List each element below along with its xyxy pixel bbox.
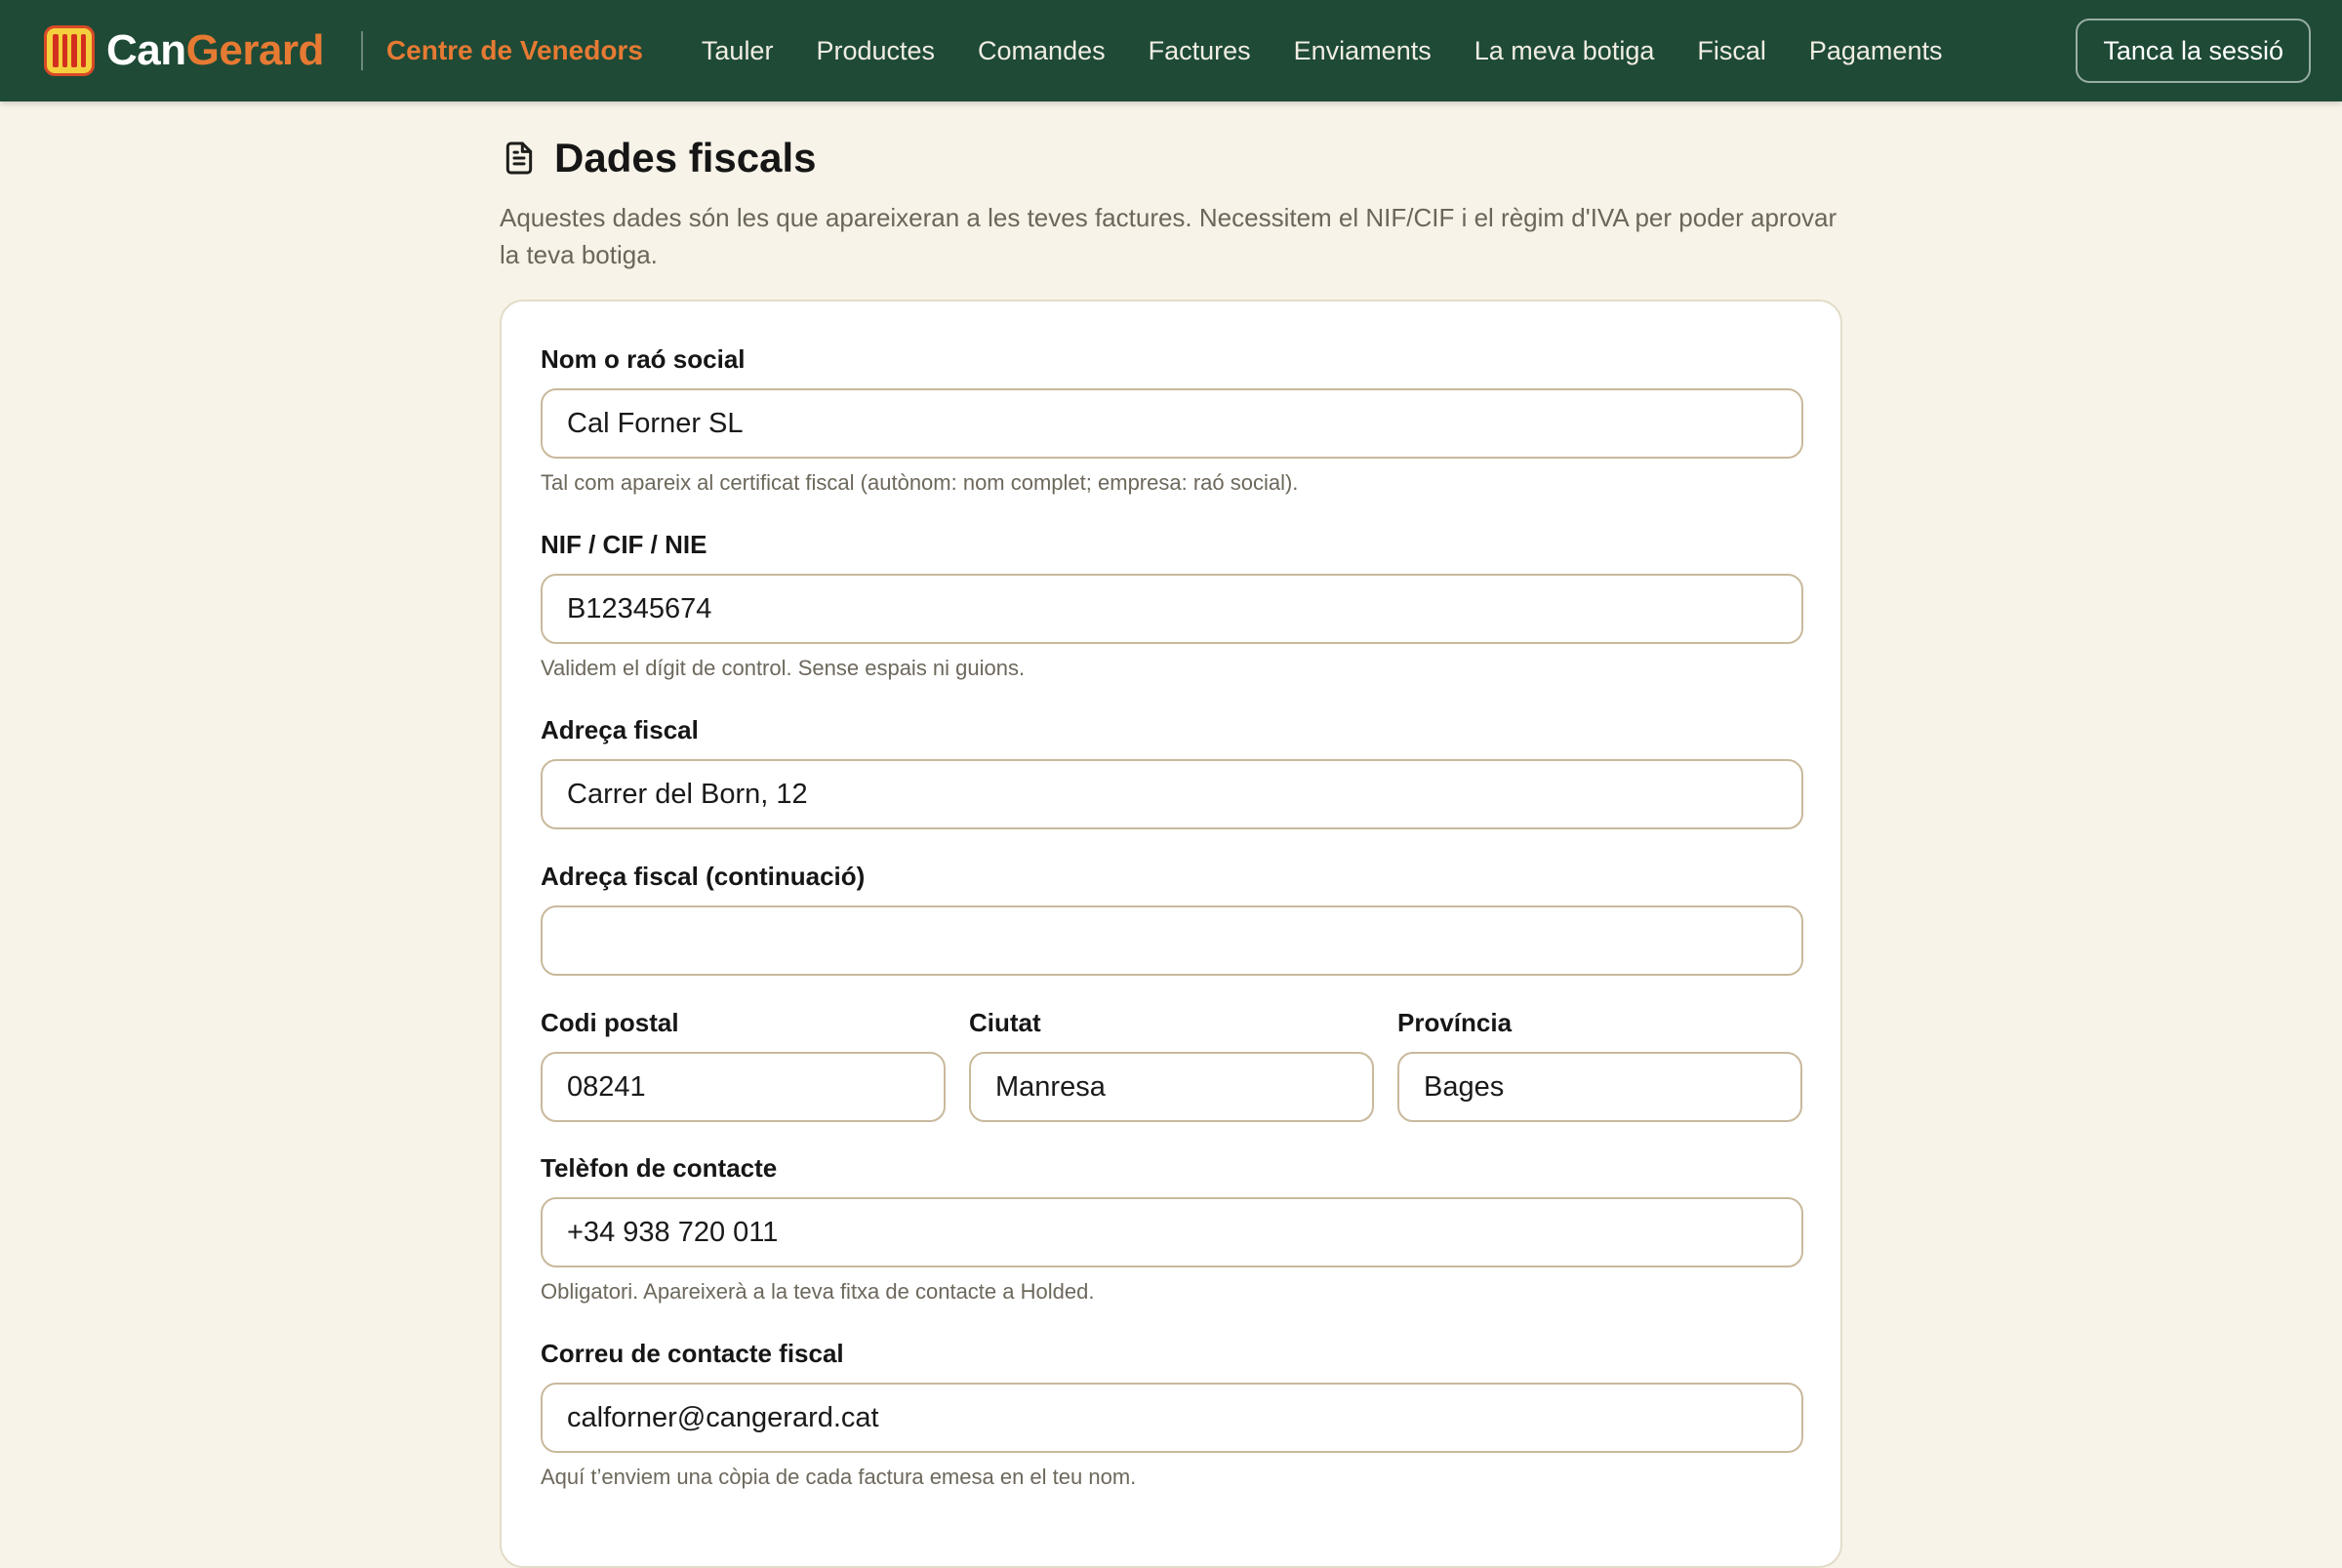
postal-code-label: Codi postal: [541, 1008, 679, 1037]
brand[interactable]: [44, 25, 643, 76]
field-group-location: [541, 1008, 1802, 1122]
page-header: [500, 135, 1846, 273]
nav-item-la-meva-botiga[interactable]: La meva botiga: [1474, 35, 1655, 65]
field-email: [541, 1339, 1803, 1490]
nif-help-text: Validem el dígit de control. Sense espais ni guions.: [541, 656, 1026, 680]
name-help-text: Tal com apareix al certificat fiscal (autònom: nom complet; empresa: raó social).: [541, 470, 1299, 495]
name-input[interactable]: [541, 388, 1803, 459]
fiscal-data-form-card: [500, 300, 1842, 1568]
field-address-continuation: [541, 862, 1803, 976]
email-input[interactable]: [541, 1383, 1803, 1453]
brand-divider: [361, 31, 363, 70]
email-label: Correu de contacte fiscal: [541, 1339, 844, 1368]
page-title: Dades fiscals: [554, 135, 817, 181]
page-title-row: [500, 135, 1846, 181]
nav-item-enviaments[interactable]: Enviaments: [1293, 35, 1432, 65]
city-label: Ciutat: [969, 1008, 1041, 1037]
brand-section-label: Centre de Venedors: [385, 35, 643, 65]
field-name: [541, 344, 1803, 496]
province-input[interactable]: [1397, 1052, 1802, 1122]
brand-name: [106, 26, 324, 75]
nav-item-comandes[interactable]: Comandes: [978, 35, 1106, 65]
nif-input[interactable]: [541, 574, 1803, 644]
page-description: Aquestes dades són les que apareixeran a les teves factures. Necessitem el NIF/CIF i el règim d'IVA per poder aprovar la teva botiga.: [500, 203, 1837, 269]
address-label: Adreça fiscal: [541, 715, 699, 744]
address-input[interactable]: [541, 759, 1803, 829]
address2-input[interactable]: [541, 905, 1803, 976]
nav-item-productes[interactable]: Productes: [816, 35, 936, 65]
brand-name-part2: Gerard: [185, 26, 324, 74]
field-nif: [541, 530, 1803, 681]
email-help-text: Aquí t’enviem una còpia de cada factura emesa en el teu nom.: [541, 1465, 1137, 1489]
field-postal-code: [541, 1008, 946, 1122]
field-phone: [541, 1153, 1803, 1305]
name-label: Nom o raó social: [541, 344, 746, 374]
postal-code-input[interactable]: [541, 1052, 946, 1122]
city-input[interactable]: [969, 1052, 1374, 1122]
top-navigation-bar: [0, 0, 2342, 101]
document-icon: [500, 139, 539, 178]
nav-item-factures[interactable]: Factures: [1148, 35, 1251, 65]
brand-name-part1: Can: [106, 26, 186, 74]
logout-button[interactable]: Tanca la sessió: [2076, 19, 2311, 83]
field-address: [541, 715, 1803, 829]
field-province: [1397, 1008, 1802, 1122]
field-city: [969, 1008, 1374, 1122]
brand-logo-icon: [44, 25, 95, 76]
nav-item-tauler[interactable]: Tauler: [701, 35, 774, 65]
province-label: Província: [1397, 1008, 1513, 1037]
nif-label: NIF / CIF / NIE: [541, 530, 707, 559]
address2-label: Adreça fiscal (continuació): [541, 862, 866, 891]
nav-item-fiscal[interactable]: Fiscal: [1697, 35, 1766, 65]
nav-item-pagaments[interactable]: Pagaments: [1808, 35, 1943, 65]
phone-label: Telèfon de contacte: [541, 1153, 778, 1183]
phone-input[interactable]: [541, 1197, 1803, 1267]
main-nav: [702, 36, 1964, 66]
phone-help-text: Obligatori. Apareixerà a la teva fitxa de contacte a Holded.: [541, 1279, 1095, 1304]
